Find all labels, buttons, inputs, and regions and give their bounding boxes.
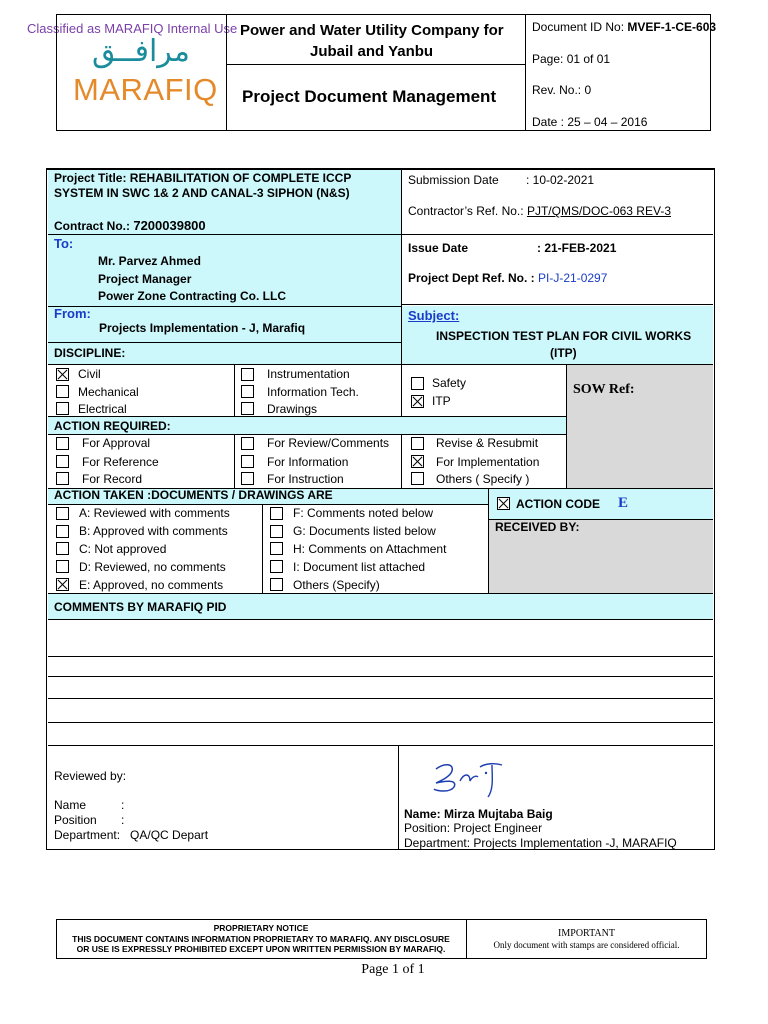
checkbox-e[interactable] bbox=[56, 578, 69, 591]
checkbox-for-information[interactable] bbox=[241, 455, 254, 468]
doc-rev: Rev. No.: 0 bbox=[532, 83, 592, 97]
discipline-electrical: Electrical bbox=[78, 402, 127, 416]
issue-date-value: : 21-FEB-2021 bbox=[537, 241, 617, 255]
action-taken-label: ACTION TAKEN :DOCUMENTS / DRAWINGS ARE bbox=[54, 488, 333, 502]
project-title-line1: Project Title: REHABILITATION OF COMPLETE ICCP bbox=[54, 171, 352, 185]
logo-latin: MARAFIQ bbox=[73, 72, 218, 107]
issue-date-label: Issue Date bbox=[408, 241, 469, 255]
action-taken-a: A: Reviewed with comments bbox=[79, 506, 230, 520]
action-code-value: E bbox=[618, 495, 629, 511]
submission-date-value: : 10-02-2021 bbox=[526, 173, 595, 187]
action-taken-d: D: Reviewed, no comments bbox=[79, 560, 226, 574]
subject-line2: (ITP) bbox=[550, 346, 577, 360]
discipline-itp: ITP bbox=[432, 394, 451, 408]
checkbox-f[interactable] bbox=[270, 507, 283, 520]
checkbox-for-instruction[interactable] bbox=[241, 472, 254, 485]
checkbox-for-review[interactable] bbox=[241, 437, 254, 450]
action-for-record: For Record bbox=[82, 472, 143, 486]
page-number: Page 1 of 1 bbox=[361, 962, 425, 977]
contract-no: Contract No.: 7200039800 bbox=[54, 218, 206, 233]
checkbox-for-implementation[interactable] bbox=[411, 455, 424, 468]
action-for-review: For Review/Comments bbox=[267, 436, 390, 450]
classification-label: Classified as MARAFIQ Internal Use bbox=[27, 21, 238, 36]
company-line1: Power and Water Utility Company for bbox=[240, 22, 504, 39]
logo-arabic: مرافــق bbox=[92, 34, 190, 69]
checkbox-mechanical[interactable] bbox=[56, 385, 69, 398]
received-by-label: RECEIVED BY: bbox=[495, 520, 580, 534]
signer-department: Department: Projects Implementation -J, MARAFIQ bbox=[404, 836, 677, 850]
checkbox-d[interactable] bbox=[56, 560, 69, 573]
important-title: IMPORTANT bbox=[558, 928, 615, 939]
sow-ref-label: SOW Ref: bbox=[573, 382, 635, 397]
action-taken-others: Others (Specify) bbox=[293, 578, 380, 592]
discipline-civil: Civil bbox=[78, 367, 101, 381]
checkbox-for-record[interactable] bbox=[56, 472, 69, 485]
review-position-label: Position bbox=[54, 813, 97, 827]
checkbox-h[interactable] bbox=[270, 542, 283, 555]
signer-name: Name: Mirza Mujtaba Baig bbox=[404, 807, 553, 821]
checkbox-civil[interactable] bbox=[56, 368, 69, 381]
doc-page: Page: 01 of 01 bbox=[532, 52, 611, 66]
subject-label: Subject: bbox=[408, 308, 460, 323]
signer-position: Position: Project Engineer bbox=[404, 821, 543, 835]
from-value: Projects Implementation - J, Marafiq bbox=[99, 321, 306, 335]
review-department: Department: QA/QC Depart bbox=[54, 828, 209, 842]
action-for-instruction: For Instruction bbox=[267, 472, 344, 486]
page-title: Project Document Management bbox=[242, 87, 497, 106]
checkbox-information-tech[interactable] bbox=[241, 385, 254, 398]
action-taken-g: G: Documents listed below bbox=[293, 524, 436, 538]
checkbox-i[interactable] bbox=[270, 560, 283, 573]
comments-label: COMMENTS BY MARAFIQ PID bbox=[54, 600, 227, 614]
subject-line1: INSPECTION TEST PLAN FOR CIVIL WORKS bbox=[436, 329, 692, 343]
company-line2: Jubail and Yanbu bbox=[310, 43, 434, 60]
discipline-drawings: Drawings bbox=[267, 402, 318, 416]
to-name: Mr. Parvez Ahmed bbox=[98, 254, 201, 268]
checkbox-instrumentation[interactable] bbox=[241, 368, 254, 381]
action-others-specify: Others ( Specify ) bbox=[436, 472, 530, 486]
from-label: From: bbox=[54, 306, 91, 321]
notice-title: PROPRIETARY NOTICE bbox=[213, 923, 309, 933]
discipline-information-tech: Information Tech. bbox=[267, 385, 359, 399]
checkbox-electrical[interactable] bbox=[56, 402, 69, 415]
checkbox-others[interactable] bbox=[270, 578, 283, 591]
signature-image bbox=[430, 755, 510, 803]
action-taken-e: E: Approved, no comments bbox=[79, 578, 224, 592]
action-required-label: ACTION REQUIRED: bbox=[54, 419, 171, 433]
checkbox-drawings[interactable] bbox=[241, 402, 254, 415]
action-taken-b: B: Approved with comments bbox=[79, 524, 228, 538]
notice-line1: THIS DOCUMENT CONTAINS INFORMATION PROPRIETARY TO MARAFIQ. ANY DISCLOSURE bbox=[72, 934, 450, 944]
to-label: To: bbox=[54, 236, 74, 251]
action-taken-h: H: Comments on Attachment bbox=[293, 542, 447, 556]
review-name-label: Name bbox=[54, 798, 87, 812]
discipline-instrumentation: Instrumentation bbox=[267, 367, 350, 381]
to-company: Power Zone Contracting Co. LLC bbox=[98, 289, 286, 303]
submission-date-label: Submission Date bbox=[408, 173, 499, 187]
notice-line2: OR USE IS EXPRESSLY PROHIBITED EXCEPT UPON WRITTEN PERMISSION BY MARAFIQ. bbox=[76, 944, 446, 954]
to-position: Project Manager bbox=[98, 272, 192, 286]
checkbox-others-specify[interactable] bbox=[411, 472, 424, 485]
checkbox-action-code[interactable] bbox=[497, 497, 510, 510]
action-for-implementation: For Implementation bbox=[436, 455, 540, 469]
reviewed-by-label: Reviewed by: bbox=[54, 769, 127, 783]
review-name-colon: : bbox=[121, 798, 125, 812]
checkbox-b[interactable] bbox=[56, 525, 69, 538]
checkbox-g[interactable] bbox=[270, 525, 283, 538]
dept-ref: Project Dept Ref. No. : PI-J-21-0297 bbox=[408, 271, 608, 285]
action-for-information: For Information bbox=[267, 455, 349, 469]
action-for-reference: For Reference bbox=[82, 455, 159, 469]
doc-date: Date : 25 – 04 – 2016 bbox=[532, 115, 648, 129]
checkbox-safety[interactable] bbox=[411, 377, 424, 390]
discipline-mechanical: Mechanical bbox=[78, 385, 139, 399]
action-taken-c: C: Not approved bbox=[79, 542, 167, 556]
contractor-ref: Contractor’s Ref. No.: PJT/QMS/DOC-063 REV-3 bbox=[408, 204, 671, 218]
checkbox-for-reference[interactable] bbox=[56, 455, 69, 468]
action-code-label: ACTION CODE bbox=[516, 497, 600, 511]
action-revise-resubmit: Revise & Resubmit bbox=[436, 436, 539, 450]
project-title-line2: SYSTEM IN SWC 1& 2 AND CANAL-3 SIPHON (N&S) bbox=[54, 186, 350, 200]
doc-id: Document ID No: MVEF-1-CE-603 bbox=[532, 20, 717, 34]
checkbox-for-approval[interactable] bbox=[56, 437, 69, 450]
discipline-label: DISCIPLINE: bbox=[54, 346, 126, 360]
checkbox-revise-resubmit[interactable] bbox=[411, 437, 424, 450]
checkbox-itp[interactable] bbox=[411, 395, 424, 408]
action-taken-f: F: Comments noted below bbox=[293, 506, 434, 520]
important-text: Only document with stamps are considered official. bbox=[493, 940, 680, 950]
review-position-colon: : bbox=[121, 813, 125, 827]
discipline-safety: Safety bbox=[432, 376, 467, 390]
action-taken-i: I: Document list attached bbox=[293, 560, 426, 574]
checkbox-c[interactable] bbox=[56, 542, 69, 555]
action-for-approval: For Approval bbox=[82, 436, 151, 450]
checkbox-a[interactable] bbox=[56, 507, 69, 520]
